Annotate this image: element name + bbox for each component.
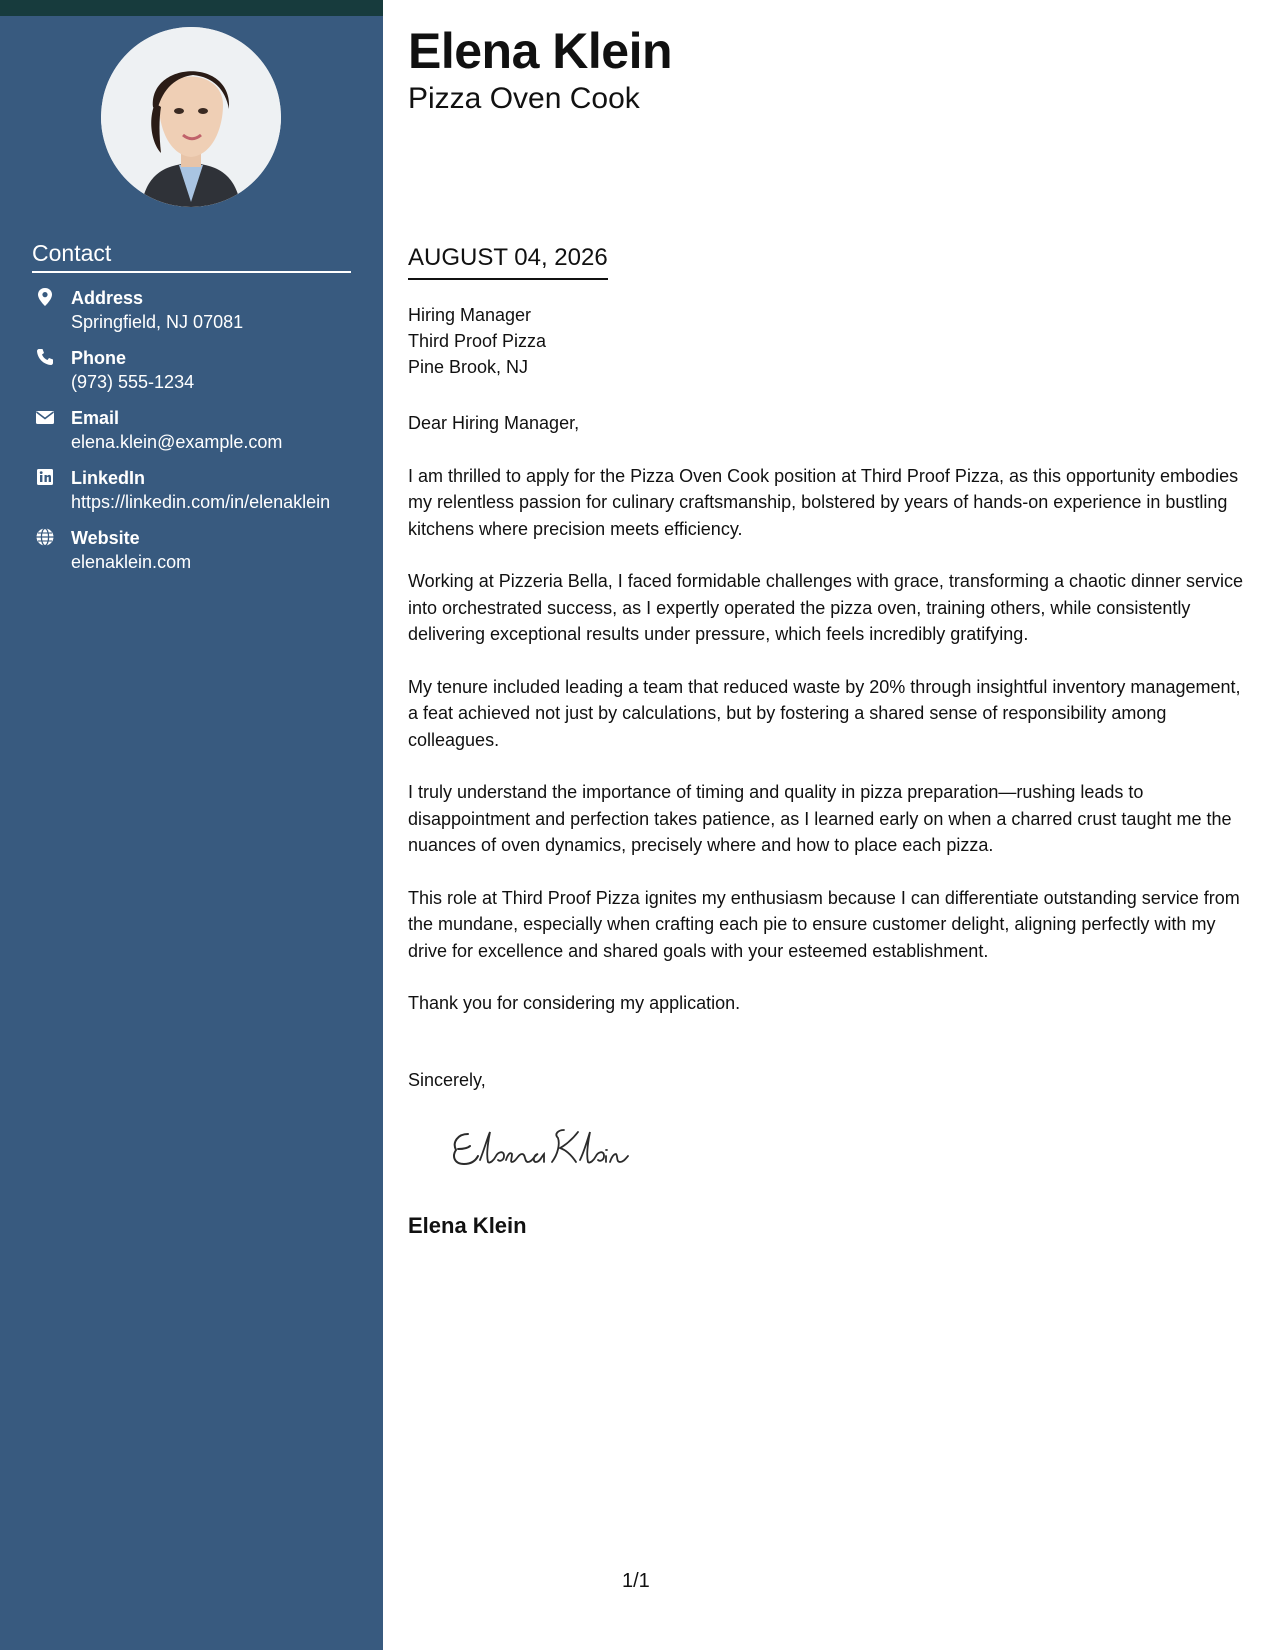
contact-phone [32, 346, 352, 394]
linkedin-icon [35, 467, 55, 487]
letter-paragraph: Working at Pizzeria Bella, I faced formidable challenges with grace, transforming a chaotic dinner service into orchestrated success, as I expertly operated the pizza oven, training others, while consistently delivering exceptional results under pressure, which feels incredibly gratifying. [408, 571, 1244, 644]
salutation: Dear Hiring Manager, [408, 413, 580, 433]
contact-email-label: Email [71, 408, 120, 428]
contact-phone-value: (973) 555-1234 [71, 372, 195, 392]
phone-icon [35, 347, 55, 367]
handwritten-signature [446, 1120, 636, 1179]
letter-paragraph: Thank you for considering my application. [408, 993, 741, 1013]
envelope-icon [35, 407, 55, 427]
letter-closing: Sincerely, [408, 1070, 486, 1090]
sidebar-top-bar [0, 0, 383, 16]
contact-phone-label: Phone [71, 348, 127, 368]
contact-address-label: Address [71, 288, 144, 308]
letter-paragraph: This role at Third Proof Pizza ignites my enthusiasm because I can differentiate outstanding service from the mundane, especially when crafting each pie to ensure customer delight, aligning perfectly with my drive for excellence and shared goals with your esteemed establishment. [408, 887, 1240, 961]
contact-address-value: Springfield, NJ 07081 [71, 312, 244, 332]
contact-email-value: elena.klein@example.com [71, 432, 283, 452]
letter-paragraph: I truly understand the importance of timing and quality in pizza preparation—rushing leads to disappointment and perfection takes patience, as I learned early on when a charred crust taught me the nuances of oven dynamics, precisely where and how to place each pizza. [408, 782, 1232, 855]
contact-linkedin [32, 466, 352, 514]
contact-linkedin-value[interactable]: https://linkedin.com/in/elenaklein [71, 492, 331, 512]
contact-list [32, 286, 352, 586]
globe-icon [35, 527, 55, 547]
letter-body [408, 410, 1248, 1043]
avatar [101, 27, 281, 207]
contact-website-value[interactable]: elenaklein.com [71, 552, 192, 572]
letter-paragraph: I am thrilled to apply for the Pizza Oven Cook position at Third Proof Pizza, as this opportunity embodies my relentless passion for culinary craftsmanship, bolstered by years of hands-on experience in bustling kitchens where precision meets efficiency. [408, 465, 1239, 539]
recipient-line: Third Proof Pizza [408, 331, 547, 351]
recipient-line: Pine Brook, NJ [408, 357, 529, 377]
signer-name: Elena Klein [408, 1213, 527, 1238]
recipient-line: Hiring Manager [408, 305, 532, 325]
contact-email [32, 406, 352, 454]
applicant-title: Pizza Oven Cook [408, 82, 640, 115]
contact-address [32, 286, 352, 334]
contact-heading: Contact [32, 240, 351, 273]
map-pin-icon [35, 287, 55, 307]
signature-drawing [446, 1120, 636, 1174]
page-number: 1/1 [622, 1570, 650, 1592]
sidebar [0, 0, 383, 1650]
letter-paragraph: My tenure included leading a team that reduced waste by 20% through insightful inventory management, a feat achieved not just by calculations, but by fostering a shared sense of responsibility among colleagues. [408, 676, 1241, 750]
applicant-name: Elena Klein [408, 23, 673, 79]
contact-website [32, 526, 352, 574]
recipient-block [408, 302, 546, 380]
contact-linkedin-label: LinkedIn [71, 468, 146, 488]
avatar-portrait [101, 27, 281, 207]
letter-date: AUGUST 04, 2026 [408, 244, 608, 280]
contact-website-label: Website [71, 528, 140, 548]
